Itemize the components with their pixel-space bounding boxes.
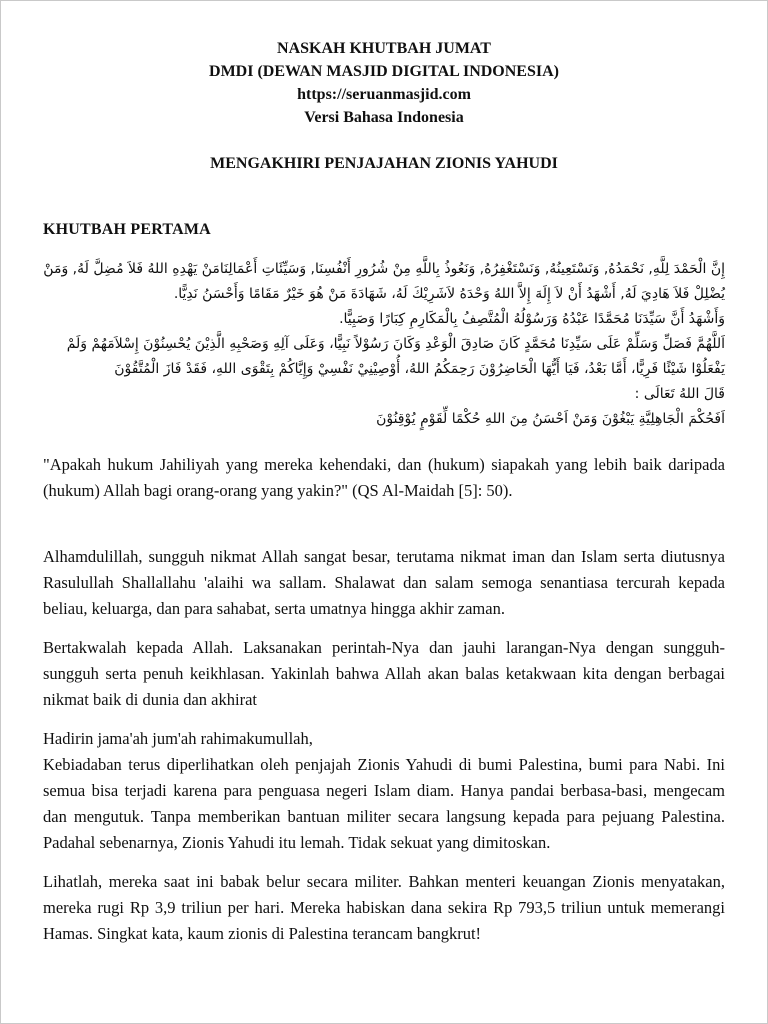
body-paragraph-2: Bertakwalah kepada Allah. Laksanakan perintah-Nya dan jauhi larangan-Nya dengan sungguh-sungguh serta penuh keikhlasan. Yakinlah bahwa Allah akan balas ketakwaan kita dengan berbagai nikmat baik di dunia dan akhirat: [43, 638, 725, 709]
section-heading-khutbah-pertama: KHUTBAH PERTAMA: [43, 221, 211, 238]
document-header: [43, 37, 725, 129]
organization-line: DMDI (DEWAN MASJID DIGITAL INDONESIA): [209, 63, 559, 80]
body-paragraph-3-group: [43, 726, 725, 856]
doc-type-line: NASKAH KHUTBAH JUMAT: [277, 40, 491, 57]
sermon-title: MENGAKHIRI PENJAJAHAN ZIONIS YAHUDI: [210, 155, 558, 172]
arabic-line-7-quran-verse: اَفَحُكْمَ الْجَاهِلِيَّةِ يَبْغُوْنَ وَمَنْ اَحْسَنُ مِنَ اللهِ حُكْمًا لِّقَوْمٍ يُوْقِنُوْنَ: [376, 411, 725, 427]
body-paragraph-4: Lihatlah, mereka saat ini babak belur secara militer. Bahkan menteri keuangan Zionis menyatakan, mereka rugi Rp 3,9 triliun per hari. Mereka habiskan dana sekira Rp 793,5 triliun untuk memerangi Hamas. Singkat kata, kaum zionis di Palestina terancam bangkrut!: [43, 872, 725, 943]
arabic-line-4: اَللَّهُمَّ فَصَلِّ وَسَلِّمْ عَلَى سَيِّدِنَا مُحَمَّدٍ كَانَ صَادِقَ الْوَعْدِ وَكَانَ رَسُوْلاً نَبِيًّا، وَعَلَى آلِهِ وَصَحْبِهِ الَّذِيْنَ يُحْسِنُوْنَ إِسْلاَمَهُمْ وَلَمْ: [66, 336, 725, 352]
quran-translation-quote: "Apakah hukum Jahiliyah yang mereka kehendaki, dan (hukum) siapakah yang lebih baik daripada (hukum) Allah bagi orang-orang yang yakin?" (QS Al-Maidah [5]: 50).: [43, 455, 725, 500]
arabic-line-2: يُضْلِلْ فَلاَ هَادِيَ لَهُ, أَشْهَدُ أَنْ لاَ إِلَهَ إِلاَّ اللهُ وَحْدَهُ لاَشَرِيْكَ لَهُ، شَهَادَةَ مَنْ هُوَ خَيْرٌ مَقَامًا وَأَحْسَنُ نَدِيًّا.: [173, 286, 725, 302]
arabic-line-3: وَأَشْهَدُ أَنَّ سَيِّدَنَا مُحَمَّدًا عَبْدُهُ وَرَسُوْلُهُ الْمُتَّصِفُ بِالْمَكَارِمِ كِبَارًا وَصَبِيًّا.: [339, 311, 725, 327]
body-paragraph-1: Alhamdulillah, sungguh nikmat Allah sangat besar, terutama nikmat iman dan Islam serta diutusnya Rasulullah Shallallahu 'alaihi wa sallam. Shalawat dan salam semoga senantiasa tercurah kepada beliau, keluarga, dan para sahabat, serta umatnya hingga akhir zaman.: [43, 547, 725, 618]
arabic-line-6: قَالَ اللهُ تَعَالَى :: [634, 386, 725, 402]
congregation-salutation: Hadirin jama'ah jum'ah rahimakumullah,: [43, 729, 313, 748]
arabic-line-5: يَفْعَلُوْا شَيْئًا فَرِيًّا، أَمَّا بَعْدُ، فَيَا أَيُّهَا الْحَاضِرُوْنَ رَحِمَكُمُ اللهُ، أُوْصِيْنِيْ نَفْسِيْ وَإِيَّاكُمْ بِتَقْوَى اللهِ، فَقَدْ فَازَ الْمُتَّقُوْنَ: [114, 361, 725, 377]
version-line: Versi Bahasa Indonesia: [304, 109, 464, 126]
website-line: https://seruanmasjid.com: [297, 86, 471, 103]
arabic-line-1: إِنَّ الْحَمْدَ لِلَّهِ, نَحْمَدُهُ, وَنَسْتَعِينُهُ, وَنَسْتَغْفِرُهُ, وَنَعُوذُ بِاللَّهِ مِنْ شُرُورِ أَنْفُسِنَا, وَسَيِّئَاتِ أَعْمَالِنَامَنْ يَهْدِهِ اللهُ فَلاَ مُضِلَّ لَهُ, وَمَنْ: [43, 261, 725, 277]
arabic-opening-block: [43, 257, 725, 432]
body-paragraph-3: Kebiadaban terus diperlihatkan oleh penjajah Zionis Yahudi di bumi Palestina, bumi para Nabi. Ini semua bisa terjadi karena para penguasa negeri Islam diam. Hanya pandai berbasa-basi, mengecam dan mengutuk. Tanpa memberikan bantuan militer secara langsung kepada para pejuang Palestina. Padahal sebenarnya, Zionis Yahudi itu lemah. Tidak sekuat yang dimitoskan.: [43, 755, 725, 852]
